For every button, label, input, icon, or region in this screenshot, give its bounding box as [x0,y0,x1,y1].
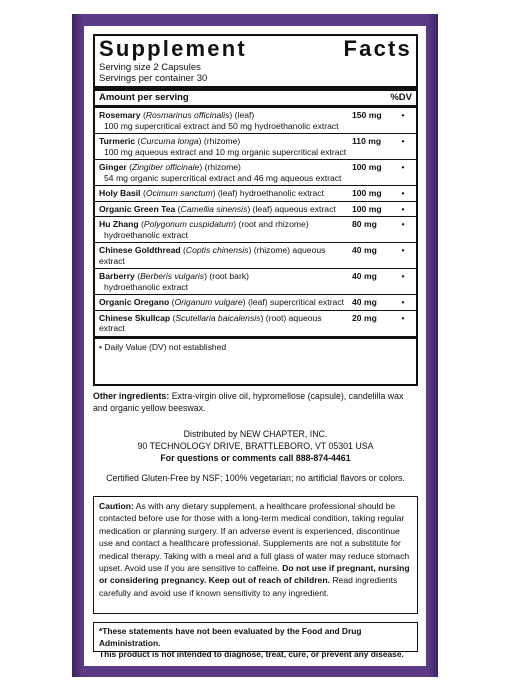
ingredient-dv: • [401,203,405,214]
ingredient-latin-name: Ocimum sanctum [145,188,213,198]
ingredient-common-name: Holy Basil [99,188,141,198]
ingredient-dv: • [401,312,405,323]
ingredient-amount: 40 mg [352,271,377,281]
ingredient-part: (root) aqueous extract [99,312,322,333]
ingredient-part: (leaf) aqueous extract [250,203,336,214]
ingredient-name: Organic Oregano (Origanum vulgare) (leaf) supercritical extract [99,297,345,307]
caution-box [93,496,418,614]
ingredient-dv: • [401,136,405,146]
ingredient-amount: 40 mg [352,297,377,307]
ingredient-amount: 100 mg [352,203,382,214]
ingredient-common-name: Organic Oregano [99,297,170,307]
other-ingredients [93,390,418,414]
caution-warning: Do not use if pregnant, nursing or considering pregnancy. Keep out of reach of children. [99,563,410,586]
frame-shadow-left [72,14,82,677]
ingredient-common-name: Ginger [99,162,127,172]
ingredient-extract-detail: 100 mg aqueous extract and 10 mg organic supercritical extract [104,146,347,157]
frame-shadow-right [428,14,438,677]
contact-phone: For questions or comments call 888-874-4461 [160,453,351,463]
ingredient-row [95,217,416,243]
amount-per-serving: Amount per serving [99,92,189,103]
amount-header [99,91,412,105]
ingredient-latin-name: Camellia sinensis [180,203,248,214]
ingredient-part: (leaf) hydroethanolic extract [215,188,324,198]
ingredient-common-name: Turmeric [99,136,136,146]
ingredient-amount: 150 mg [352,110,382,120]
ingredient-part: (rhizome) [202,162,241,172]
ingredient-row [95,160,416,186]
ingredient-row [95,134,416,160]
caution-label: Caution: [99,501,134,511]
ingredient-amount: 20 mg [352,312,377,323]
other-ingredients-label: Other ingredients: [93,391,170,401]
distributed-by: Distributed by NEW CHAPTER, INC. [183,429,328,439]
ingredient-common-name: Chinese Skullcap [99,312,171,323]
ingredient-common-name: Hu Zhang [99,219,139,229]
title-supplement: Supplement [99,36,247,61]
ingredient-dv: • [401,219,405,229]
ingredient-part: (leaf) [232,110,255,120]
other-ingredients-text: Extra-virgin olive oil, hypromellose (capsule), candelilla wax and organic yellow beeswax. [93,391,404,413]
ingredient-latin-name: Origanum vulgare [174,297,243,307]
ingredient-amount: 40 mg [352,245,377,255]
product-label [84,26,426,666]
ingredient-dv: • [401,245,405,255]
ingredient-row [95,108,416,134]
dv-header: %DV [390,92,412,103]
facts-title [99,36,412,62]
ingredient-row [95,311,416,336]
fda-line-1: *These statements have not been evaluated by the Food and Drug Administration. [99,626,362,648]
ingredient-name: Organic Green Tea (Camellia sinensis) (leaf) aqueous extract [99,203,336,214]
ingredient-name: Rosemary (Rosmarinus officinalis) (leaf) 100 mg supercritical extract and 50 mg hydroethanolic extract [99,110,348,131]
ingredient-dv: • [401,271,405,281]
ingredient-name: Barberry (Berberis vulgaris) (root bark) hydroethanolic extract [99,271,348,292]
ingredient-row [95,202,416,218]
ingredient-latin-name: Coptis chinensis [185,245,249,255]
ingredient-common-name: Rosemary [99,110,141,120]
ingredient-amount: 80 mg [352,219,377,229]
ingredient-part: (root bark) [206,271,249,281]
ingredient-name: Hu Zhang (Polygonum cuspidatum) (root and rhizome) hydroethanolic extract [99,219,348,240]
ingredient-common-name: Organic Green Tea [99,203,176,214]
fda-line-2: This product is not intended to diagnose, treat, cure, or prevent any disease. [99,649,404,659]
ingredient-latin-name: Zingiber officinale [131,162,200,172]
ingredient-dv: • [401,162,405,172]
ingredient-amount: 100 mg [352,188,382,198]
ingredient-name: Turmeric (Curcuma longa) (rhizome) 100 mg aqueous extract and 10 mg organic supercritical extract [99,136,347,157]
ingredient-part: (leaf) supercritical extract [245,297,345,307]
supplement-facts-panel [93,34,418,386]
fda-disclaimer-box [93,622,418,659]
title-facts: Facts [343,36,412,61]
ingredient-dv: • [401,188,405,198]
ingredient-common-name: Chinese Goldthread [99,245,181,255]
distributor-info [93,428,418,464]
caution-text-1: As with any dietary supplement, a healthcare professional should be contacted before use for those with a long-term medical condition, taking regular medication or planning surgery. If an adverse event is experienced, discontinue use and contact a healthcare professional. Supplements are not a substitute for medical therapy. Taking with a meal and a full glass of water may reduce stomach upset. Avoid use if you are sensitive to caffeine. [99,501,410,574]
ingredient-latin-name: Berberis vulgaris [140,271,205,281]
ingredient-name: Ginger (Zingiber officinale) (rhizome) 54 mg organic supercritical extract and 46 mg aqueous extract [99,162,348,183]
ingredient-latin-name: Polygonum cuspidatum [143,219,234,229]
ingredient-row [95,243,416,269]
ingredient-dv: • [401,297,405,307]
serving-size: Serving size 2 Capsules [99,62,201,73]
ingredient-extract-detail: hydroethanolic extract [104,281,189,292]
ingredient-name: Chinese Skullcap (Scutellaria baicalensis) (root) aqueous extract [99,312,322,333]
servings-per-container: Servings per container 30 [99,73,208,84]
ingredient-common-name: Barberry [99,271,135,281]
ingredient-row [95,186,416,202]
ingredient-part: (rhizome) aqueous extract [99,245,326,266]
address: 90 TECHNOLOGY DRIVE, BRATTLEBORO, VT 05301 USA [137,441,374,451]
ingredient-name: Holy Basil (Ocimum sanctum) (leaf) hydroethanolic extract [99,188,324,198]
ingredient-extract-detail: 54 mg organic supercritical extract and 46 mg aqueous extract [104,172,342,183]
ingredient-amount: 110 mg [352,136,382,146]
ingredient-part: (root and rhizome) [236,219,309,229]
ingredient-part: (rhizome) [201,136,241,146]
ingredient-latin-name: Curcuma longa [140,136,199,146]
ingredient-amount: 100 mg [352,162,382,172]
ingredient-latin-name: Scutellaria baicalensis [175,312,261,323]
ingredient-extract-detail: 100 mg supercritical extract and 50 mg hydroethanolic extract [104,120,339,131]
ingredient-list [99,108,412,336]
ingredient-extract-detail: hydroethanolic extract [104,229,189,240]
ingredient-row [95,269,416,295]
caution-text-2: Read ingredients carefully and avoid use if known sensitivity to any ingredient. [99,575,398,598]
ingredient-name: Chinese Goldthread (Coptis chinensis) (rhizome) aqueous extract [99,245,326,266]
ingredient-row [95,295,416,311]
ingredient-latin-name: Rosmarinus officinalis [145,110,230,120]
ingredient-dv: • [401,110,405,120]
dv-footnote: • Daily Value (DV) not established [99,341,227,352]
certification-line: Certified Gluten-Free by NSF; 100% vegetarian; no artificial flavors or colors. [106,473,405,483]
